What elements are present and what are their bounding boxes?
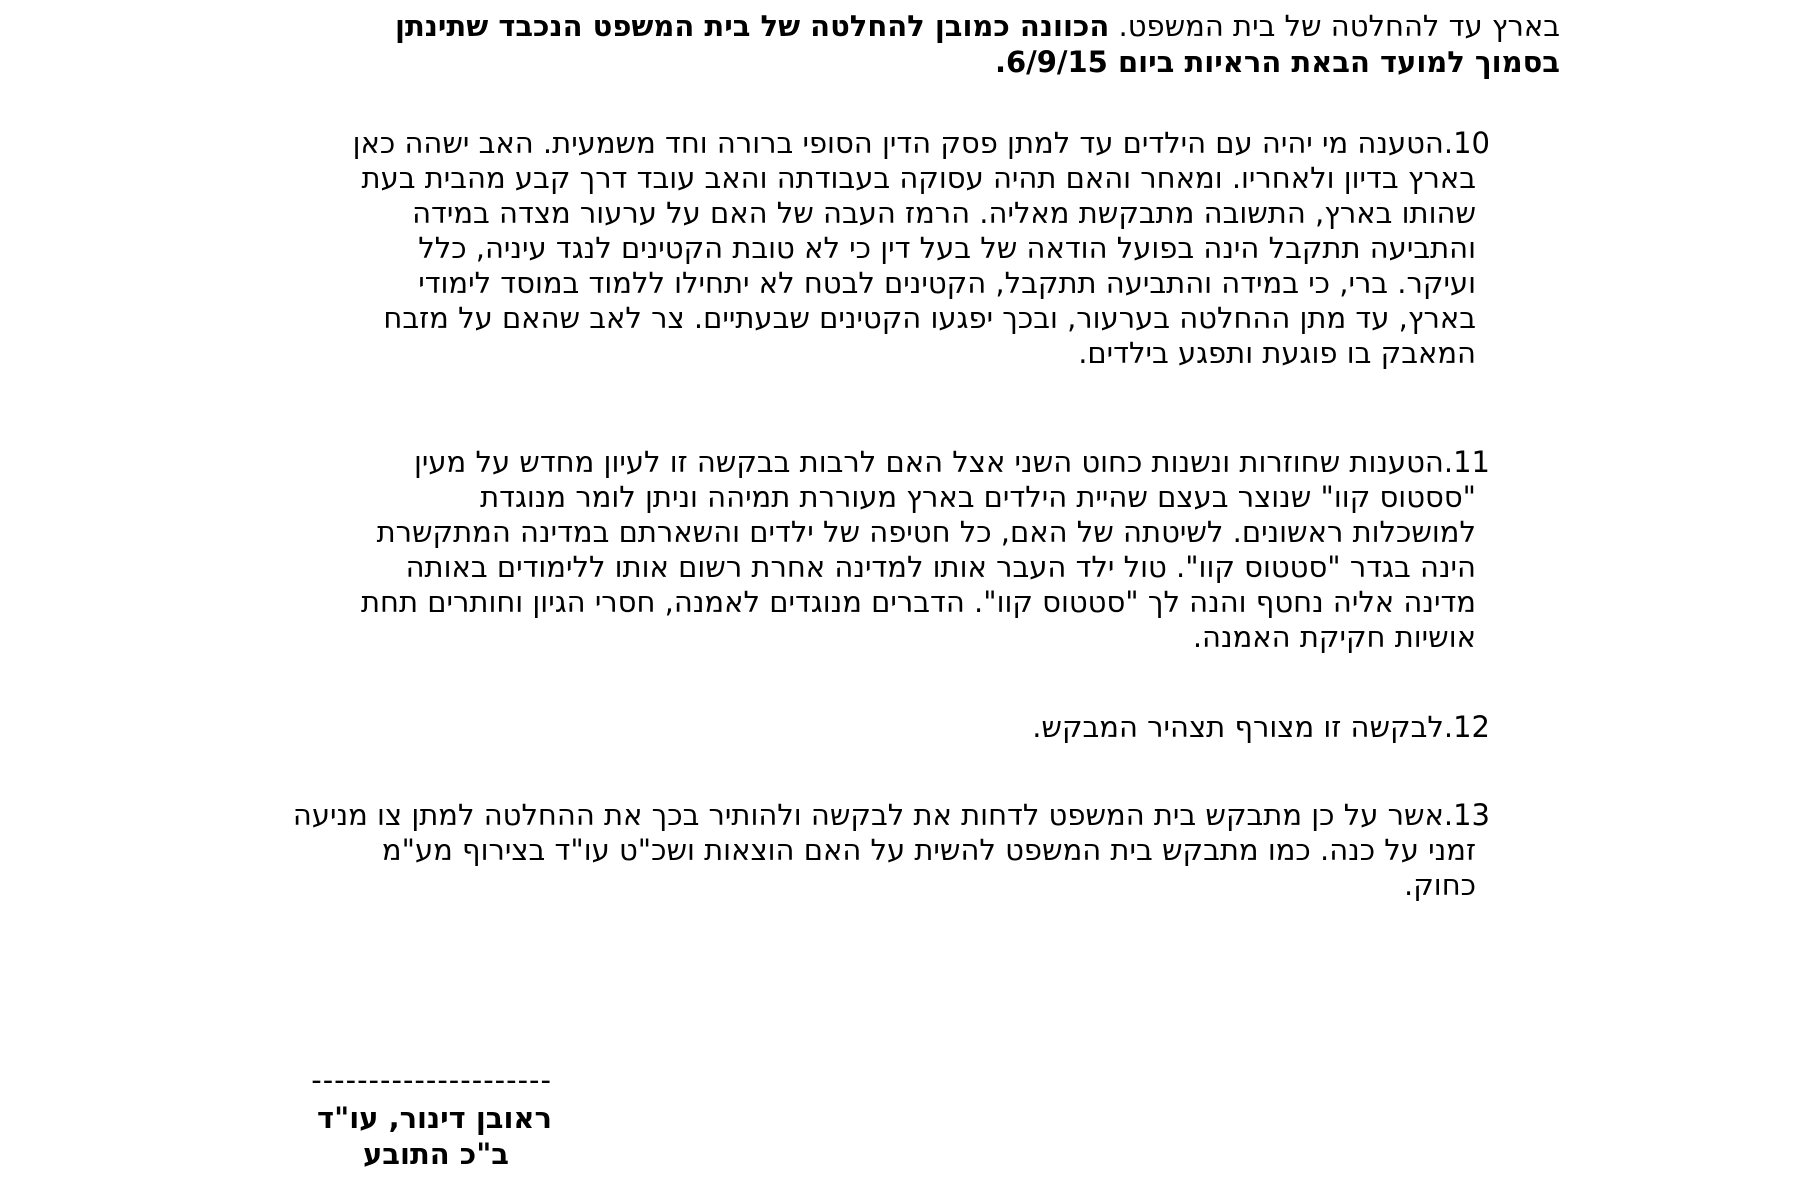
paragraph-text: אשר על כן מתבקש בית המשפט לדחות את לבקשה ולהותיר בכך את ההחלטה למתן צו מניעה: [292, 798, 1444, 832]
paragraph-number: 10.: [1443, 126, 1490, 160]
paragraph-line: מדינה אליה נחטף והנה לך "סטטוס קוו". הדברים מנוגדים לאמנה, חסרי הגיון וחותרים תחת: [361, 585, 1476, 619]
paragraph-line: [353, 126, 1490, 161]
paragraph-number: 12.: [1443, 710, 1490, 744]
paragraph-number: 11.: [1443, 445, 1490, 479]
paragraph-line: זמני על כנה. כמו מתבקש בית המשפט להשית על האם הוצאות ושכ"ט עו"ד בצירוף מע"מ: [381, 833, 1476, 867]
paragraph-text: הטענה מי יהיה עם הילדים עד למתן פסק הדין הסופי ברורה וחד משמעית. האב ישהה כאן: [352, 126, 1444, 160]
intro-text: בארץ עד להחלטה של בית המשפט.: [1109, 9, 1560, 43]
paragraph-line: ועיקר. ברי, כי במידה והתביעה תתקבל, הקטינים לבטח לא יתחילו ללמוד במוסד לימודי: [418, 266, 1476, 300]
numbered-paragraph: [361, 445, 1490, 655]
numbered-paragraph: [353, 126, 1490, 371]
signature-dashes: ---------------------: [311, 1063, 552, 1097]
intro-line: [395, 8, 1560, 44]
attorney-role: ב"כ התובע: [362, 1137, 509, 1171]
intro-paragraph: [395, 8, 1560, 80]
paragraph-line: למושכלות ראשונים. לשיטתה של האם, כל חטיפה של ילדים והשארתם במדינה המתקשרת: [376, 515, 1476, 549]
paragraph-line: [293, 798, 1490, 833]
paragraph-line: המאבק בו פוגעת ותפגע בילדים.: [1078, 336, 1476, 370]
paragraph-text: לבקשה זו מצורף תצהיר המבקש.: [1032, 710, 1444, 744]
paragraph-line: כחוק.: [1404, 868, 1476, 902]
paragraph-line: בארץ בדיון ולאחריו. ומאחר והאם תהיה עסוקה בעבודתה והאב עובד דרך קבע מהבית בעת: [361, 161, 1476, 195]
intro-line: [395, 44, 1560, 80]
intro-text-bold: בסמוך למועד הבאת הראיות ביום 6/9/15.: [994, 45, 1560, 79]
paragraph-line: [361, 445, 1490, 480]
paragraph-line: הינה בגדר "סטטוס קוו". טול ילד העבר אותו למדינה אחרת רשום אותו ללימודים באותה: [405, 550, 1476, 584]
attorney-name: ראובן דינור, עו"ד: [317, 1101, 552, 1135]
paragraph-line: בארץ, עד מתן ההחלטה בערעור, ובכך יפגעו הקטינים שבעתיים. צר לאב שהאם על מזבח: [383, 301, 1476, 335]
paragraph-line: והתביעה תתקבל הינה בפועל הודאה של בעל דין כי לא טובת הקטינים לנגד עיניה, כלל: [418, 231, 1476, 265]
paragraph-line: [1032, 710, 1490, 745]
paragraph-line: "ססטוס קוו" שנוצר בעצם שהיית הילדים בארץ מעוררת תמיהה וניתן לומר מנוגדת: [480, 480, 1476, 514]
paragraph-line: אושיות חקיקת האמנה.: [1192, 620, 1476, 654]
numbered-paragraph: [293, 798, 1490, 903]
intro-text-bold: הכוונה כמובן להחלטה של בית המשפט הנכבד שתינתן: [394, 9, 1110, 43]
paragraph-text: הטענות שחוזרות ונשנות כחוט השני אצל האם לרבות בבקשה זו לעיון מחדש על מעין: [414, 445, 1444, 479]
paragraph-line: שהותו בארץ, התשובה מתבקשת מאליה. הרמז העבה של האם על ערעור מצדה במידה: [412, 196, 1476, 230]
paragraph-number: 13.: [1443, 798, 1490, 832]
numbered-paragraph: [1032, 710, 1490, 745]
